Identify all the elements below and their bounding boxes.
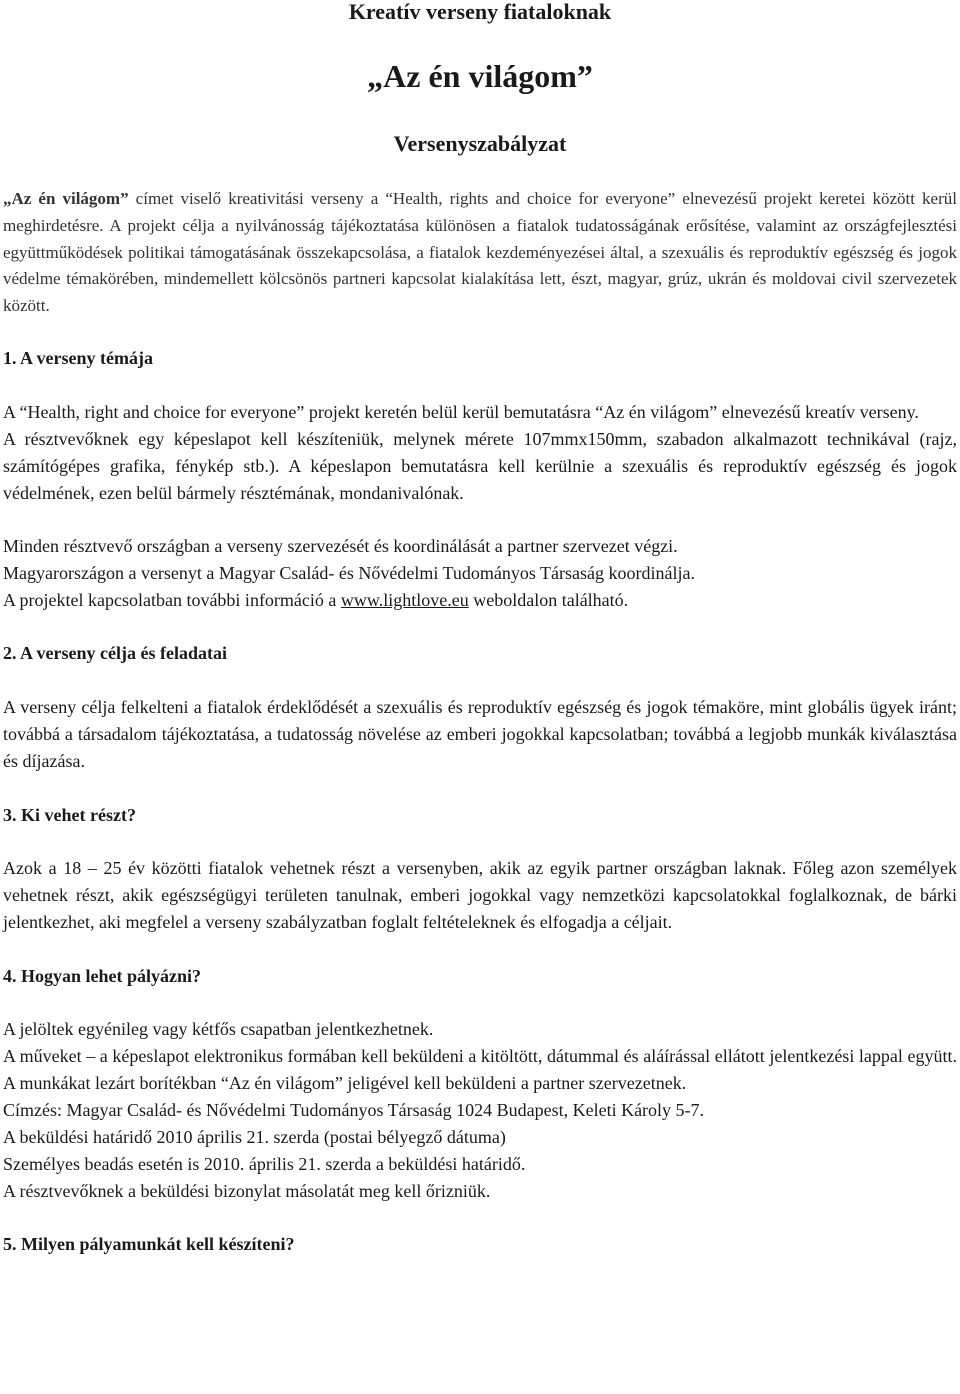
- info-text-after: weboldalon található.: [468, 589, 629, 610]
- intro-text: címet viselő kreativitási verseny a “Health, rights and choice for everyone” elnevezésű projekt keretei között kerül meghirdetésre. A projekt célja a nyilvánosság tájékoztatása különösen a fiatalok tudatosságának erősítése, valamint az országfejlesztési együttműködések politikai támogatásának összekapcsolása, a fiatalok kezdeményezései által, a szexuális és reproduktív egészség és jogok védelme témakörében, mindemellett kölcsönös partneri kapcsolat kialakítása lett, észt, magyar, grúz, ukrán és moldovai civil szervezetek között.: [3, 189, 957, 316]
- section-4-personal-deadline: Személyes beadás esetén is 2010. április 21. szerda a beküldési határidő.: [3, 1153, 526, 1174]
- section-1-paragraph-5: [3, 587, 957, 614]
- section-1-paragraph-1: A “Health, right and choice for everyone” projekt keretén belül kerül bemutatásra “Az én világom” elnevezésű kreatív verseny.: [3, 401, 919, 422]
- section-4-receipt-note: A résztvevőknek a beküldési bizonylat másolatát meg kell őrizniük.: [3, 1180, 491, 1201]
- document-subtitle: Versenyszabályzat: [393, 131, 567, 156]
- section-3-heading: 3. Ki vehet részt?: [3, 804, 136, 825]
- info-text-before: A projektel kapcsolatban további információ a: [3, 589, 341, 610]
- section-4-heading: 4. Hogyan lehet pályázni?: [3, 965, 202, 986]
- section-2-paragraph-1: A verseny célja felkelteni a fiatalok érdeklődését a szexuális és reproduktív egészség és jogok témaköre, mint globális ügyek iránt; továbbá a társadalom tájékoztatása, a tudatosság növelése az emberi jogokkal kapcsolatban; továbbá a legjobb munkák kiválasztása és díjazása.: [3, 696, 957, 771]
- section-4-paragraph-2: A műveket – a képeslapot elektronikus formában kell beküldeni a kitöltött, dátummal és aláírással ellátott jelentkezési lappal együtt. A munkákat lezárt borítékban “Az én világom” jeligével kell beküldeni a partner szervezetnek.: [3, 1045, 957, 1093]
- section-4-deadline: A beküldési határidő 2010 április 21. szerda (postai bélyegző dátuma): [3, 1126, 506, 1147]
- section-1-paragraph-2: A résztvevőknek egy képeslapot kell készíteniük, melynek mérete 107mmx150mm, szabadon alkalmazott technikával (rajz, számítógépes grafika, fénykép stb.). A képeslapon bemutatásra kell kerülnie a szexuális és reproduktív egészség és jogok védelmének, ezen belül bármely résztémának, mondanivalónak.: [3, 428, 957, 503]
- intro-bold-title: „Az én világom”: [3, 189, 129, 208]
- section-1-paragraph-4: Magyarországon a versenyt a Magyar Család- és Nővédelmi Tudományos Társaság koordinálja.: [3, 562, 695, 583]
- section-3-paragraph-1: Azok a 18 – 25 év közötti fiatalok vehetnek részt a versenyben, akik az egyik partner országban laknak. Főleg azon személyek vehetnek részt, akik egészségügyi területen tanulnak, emberi jogokkal vagy nemzetközi kapcsolatokkal foglalkoznak, de bárki jelentkezhet, aki megfelel a verseny szabályzatban foglalt feltételeknek és elfogadja a céljait.: [3, 857, 957, 932]
- intro-paragraph: [3, 186, 957, 320]
- section-2-heading: 2. A verseny célja és feladatai: [3, 642, 227, 663]
- section-5-heading: 5. Milyen pályamunkát kell készíteni?: [3, 1233, 295, 1254]
- document-body: [3, 186, 957, 1258]
- document-kicker: Kreatív verseny fiataloknak: [348, 0, 612, 24]
- section-4-address: Címzés: Magyar Család- és Nővédelmi Tudományos Társaság 1024 Budapest, Keleti Károly 5-7.: [3, 1099, 705, 1120]
- section-1-paragraph-3: Minden résztvevő országban a verseny szervezését és koordinálását a partner szervezet végzi.: [3, 535, 678, 556]
- section-1-heading: 1. A verseny témája: [3, 347, 153, 368]
- section-4-paragraph-1: A jelöltek egyénileg vagy kétfős csapatban jelentkezhetnek.: [3, 1018, 434, 1039]
- document-page: [3, 0, 957, 1254]
- website-link[interactable]: www.lightlove.eu: [340, 589, 469, 610]
- document-title: „Az én világom”: [367, 58, 593, 94]
